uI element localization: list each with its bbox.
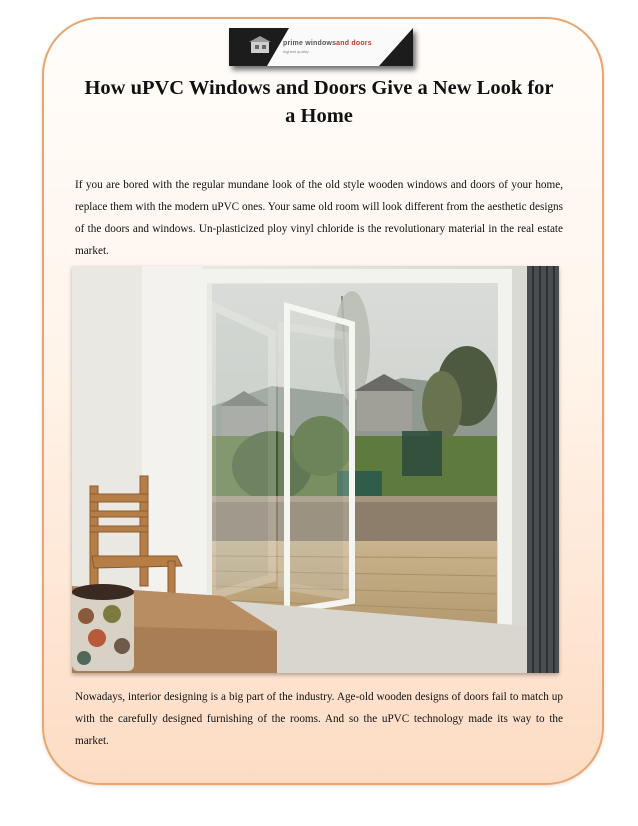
closing-paragraph: Nowadays, interior designing is a big part of the industry. Age-old wooden designs of doors fail to match up with the carefully designed furnishing of the rooms. And so the uPVC technology made its way to the market.	[75, 691, 563, 747]
logo-brand-text	[283, 40, 372, 47]
logo-brand-part2: and doors	[336, 40, 372, 47]
room-photo	[72, 266, 559, 673]
logo-brand-part1: prime windows	[283, 40, 337, 47]
intro-paragraph: If you are bored with the regular mundane look of the old style wooden windows and doors of your home, replace them with the modern uPVC ones. Your same old room will look different from the aesthetic designs of the doors and windows. Un-plasticized ploy vinyl chloride is the revolutionary material in the real estate market.	[75, 179, 563, 257]
company-logo	[229, 28, 413, 66]
logo-tagline: highest quality	[283, 49, 309, 54]
page-title: How uPVC Windows and Doors Give a New Look for a Home	[84, 77, 554, 127]
logo-house-icon	[229, 28, 413, 66]
